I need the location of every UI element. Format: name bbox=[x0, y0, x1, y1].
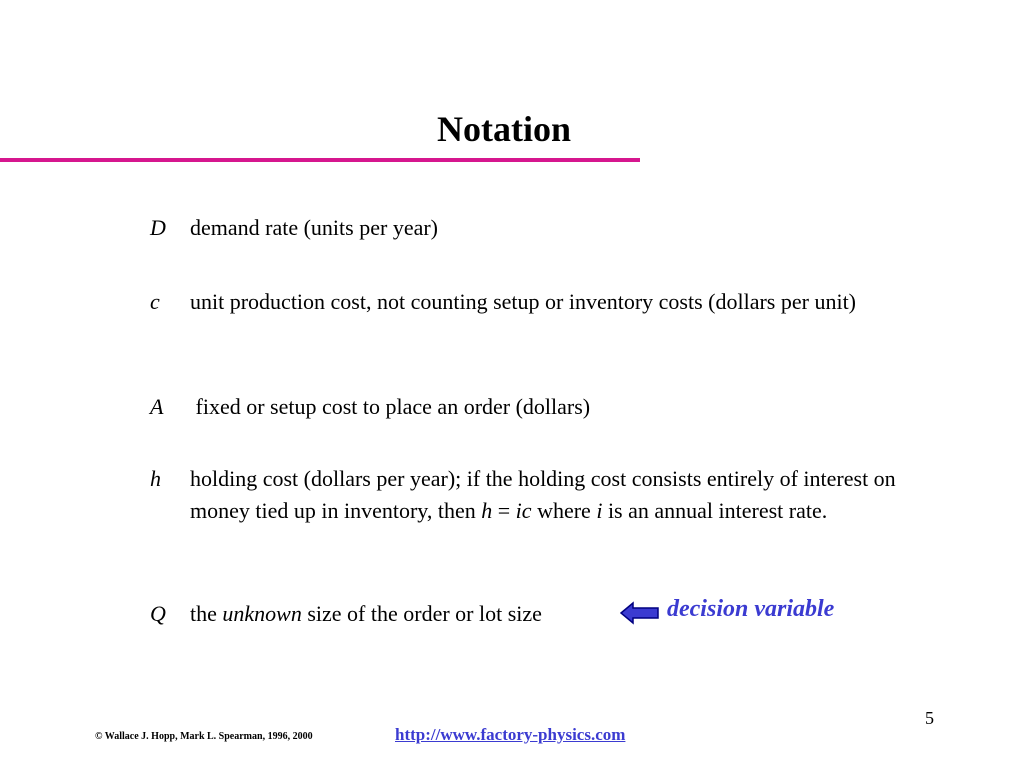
page-number: 5 bbox=[925, 708, 934, 728]
decision-variable-label: decision variable bbox=[667, 596, 835, 622]
var-i: i bbox=[596, 498, 603, 523]
definition-q-text-1: the bbox=[190, 601, 223, 626]
unknown-word: unknown bbox=[222, 601, 302, 626]
definition-h-text-2: = bbox=[492, 498, 516, 523]
var-h: h bbox=[481, 498, 493, 523]
title-underline bbox=[0, 158, 640, 162]
website-link[interactable]: http://www.factory-physics.com bbox=[395, 725, 626, 744]
symbol-d: D bbox=[150, 215, 166, 240]
left-arrow-icon bbox=[620, 601, 660, 625]
var-ic: ic bbox=[515, 498, 532, 523]
definition-c: unit production cost, not counting setup or inventory costs (dollars per unit) bbox=[190, 289, 857, 314]
copyright-notice: © Wallace J. Hopp, Mark L. Spearman, 1996, 2000 bbox=[95, 731, 313, 742]
definition-h bbox=[190, 463, 930, 527]
definition-h-text-3: where bbox=[531, 498, 597, 523]
symbol-c: c bbox=[150, 289, 160, 314]
definition-h-text-4: is an annual interest rate. bbox=[602, 498, 828, 523]
definition-d: demand rate (units per year) bbox=[190, 215, 438, 240]
symbol-a: A bbox=[150, 394, 164, 419]
definition-a: fixed or setup cost to place an order (dollars) bbox=[190, 394, 591, 419]
symbol-h: h bbox=[150, 466, 161, 491]
symbol-q: Q bbox=[150, 601, 166, 626]
definition-h-text-1: holding cost (dollars per year); if the holding cost consists entirely of interest on money tied up in inventory, then bbox=[190, 466, 896, 523]
slide-title: Notation bbox=[437, 109, 571, 149]
definition-q-text-2: size of the order or lot size bbox=[301, 601, 542, 626]
